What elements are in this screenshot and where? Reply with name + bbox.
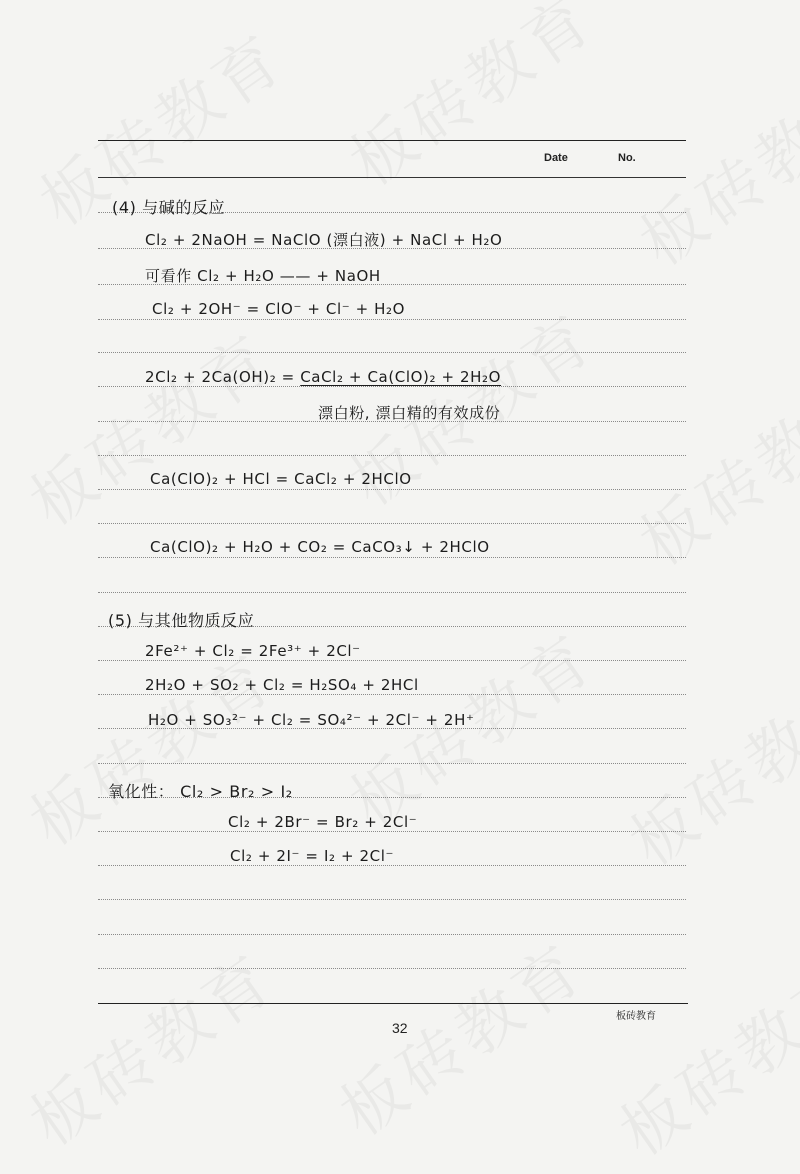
equation-so2-cl2: 2H₂O + SO₂ + Cl₂ = H₂SO₄ + 2HCl	[145, 676, 419, 694]
ruled-line	[98, 386, 686, 387]
equation-cl2-caoh2	[145, 368, 501, 386]
watermark	[609, 648, 800, 884]
ruled-line	[98, 934, 686, 935]
ruled-line	[98, 523, 686, 524]
equation-note: 可看作 Cl₂ + H₂O —— + NaOH	[145, 267, 381, 285]
number-label: No.	[618, 152, 636, 164]
equation-cl2-oh-ionic: Cl₂ + 2OH⁻ = ClO⁻ + Cl⁻ + H₂O	[152, 300, 406, 318]
ruled-line	[98, 831, 686, 832]
bottom-rule	[98, 1003, 688, 1004]
watermark	[329, 0, 611, 204]
equation-cl2-naoh: Cl₂ + 2NaOH = NaClO (漂白液) + NaCl + H₂O	[145, 231, 503, 249]
ruled-line	[98, 660, 686, 661]
ruled-line	[98, 455, 686, 456]
oxidizing-order-heading: 氧化性： Cl₂ > Br₂ > I₂	[108, 782, 293, 801]
section-5-heading: (5) 与其他物质反应	[108, 611, 255, 630]
section-4-heading: (4) 与碱的反应	[112, 198, 226, 217]
equation-so3-cl2: H₂O + SO₃²⁻ + Cl₂ = SO₄²⁻ + 2Cl⁻ + 2H⁺	[148, 711, 475, 729]
top-rule	[98, 140, 686, 141]
ruled-line	[98, 592, 686, 593]
header-rule	[98, 177, 686, 178]
watermark	[599, 938, 800, 1174]
ruled-line	[98, 319, 686, 320]
watermark	[319, 918, 601, 1154]
watermark	[9, 928, 291, 1164]
ruled-line	[98, 899, 686, 900]
ruled-line	[98, 557, 686, 558]
ruled-line	[98, 968, 686, 969]
equation-caclo2-hcl: Ca(ClO)₂ + HCl = CaCl₂ + 2HClO	[150, 470, 412, 488]
ruled-line	[98, 763, 686, 764]
ruled-line	[98, 489, 686, 490]
equation-right-side: CaCl₂ + Ca(ClO)₂ + 2H₂O	[300, 368, 502, 386]
ruled-line	[98, 865, 686, 866]
ruled-line	[98, 694, 686, 695]
equation-fe2-cl2: 2Fe²⁺ + Cl₂ = 2Fe³⁺ + 2Cl⁻	[145, 642, 361, 660]
page-number: 32	[392, 1020, 408, 1036]
bleaching-powder-note: 漂白粉, 漂白精的有效成份	[318, 404, 501, 422]
equation-cl2-i: Cl₂ + 2I⁻ = I₂ + 2Cl⁻	[230, 847, 394, 865]
date-label: Date	[544, 152, 568, 164]
equation-cl2-br: Cl₂ + 2Br⁻ = Br₂ + 2Cl⁻	[228, 813, 418, 831]
ruled-line	[98, 352, 686, 353]
watermark	[9, 308, 291, 544]
equation-caclo2-co2: Ca(ClO)₂ + H₂O + CO₂ = CaCO₃↓ + 2HClO	[150, 538, 490, 556]
equation-left-side: 2Cl₂ + 2Ca(OH)₂ =	[145, 368, 301, 386]
brand-label: 板砖教育	[616, 1011, 656, 1022]
watermark	[619, 348, 800, 584]
